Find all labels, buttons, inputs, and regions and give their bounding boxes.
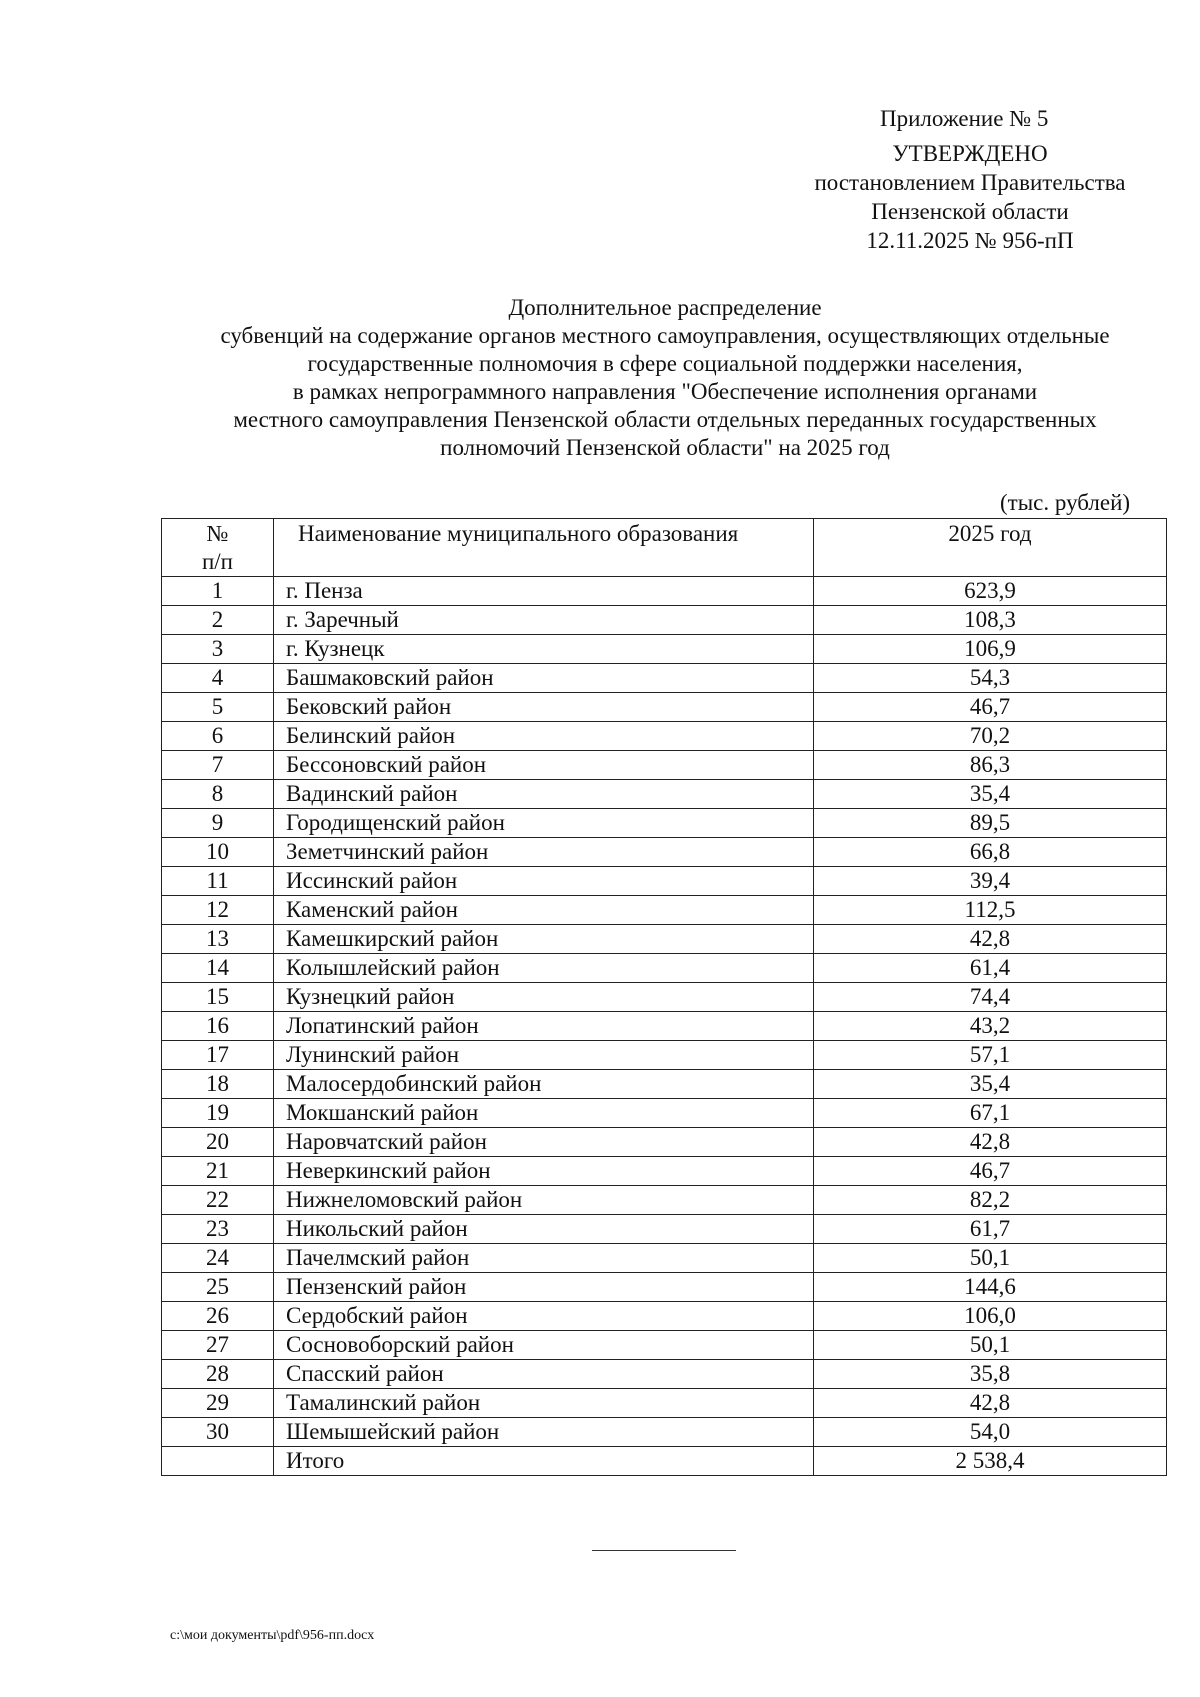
row-number: 2	[162, 606, 274, 635]
row-value: 67,1	[814, 1099, 1167, 1128]
title-line: субвенций на содержание органов местного самоуправления, осуществляющих отдельные	[220, 323, 1110, 348]
row-value: 70,2	[814, 722, 1167, 751]
table-row	[162, 1186, 1167, 1215]
row-value: 54,3	[814, 664, 1167, 693]
row-name: Мокшанский район	[274, 1099, 814, 1128]
title-line: местного самоуправления Пензенской области отдельных переданных государственных	[233, 407, 1097, 432]
separator-line	[592, 1550, 736, 1551]
row-number: 12	[162, 896, 274, 925]
header-number	[162, 519, 274, 577]
row-number: 11	[162, 867, 274, 896]
row-value: 61,4	[814, 954, 1167, 983]
row-name: г. Заречный	[274, 606, 814, 635]
header-number-line: п/п	[201, 549, 233, 574]
row-name: Белинский район	[274, 722, 814, 751]
row-number: 8	[162, 780, 274, 809]
row-number: 3	[162, 635, 274, 664]
row-value: 46,7	[814, 693, 1167, 722]
table-row	[162, 1244, 1167, 1273]
table-row	[162, 1418, 1167, 1447]
row-value: 106,9	[814, 635, 1167, 664]
table-row	[162, 722, 1167, 751]
appendix-number: Приложение № 5	[880, 106, 1049, 131]
row-name: Спасский район	[274, 1360, 814, 1389]
row-name: г. Пенза	[274, 577, 814, 606]
row-name: Наровчатский район	[274, 1128, 814, 1157]
row-value: 108,3	[814, 606, 1167, 635]
table-row	[162, 838, 1167, 867]
table-body	[162, 577, 1167, 1476]
total-number-cell	[162, 1447, 274, 1476]
row-name: Пачелмский район	[274, 1244, 814, 1273]
row-name: Нижнеломовский район	[274, 1186, 814, 1215]
row-value: 35,4	[814, 780, 1167, 809]
row-name: Кузнецкий район	[274, 983, 814, 1012]
row-name: Лопатинский район	[274, 1012, 814, 1041]
row-name: Пензенский район	[274, 1273, 814, 1302]
row-value: 54,0	[814, 1418, 1167, 1447]
table-row	[162, 635, 1167, 664]
row-number: 28	[162, 1360, 274, 1389]
row-value: 112,5	[814, 896, 1167, 925]
table-row	[162, 809, 1167, 838]
table-row	[162, 1012, 1167, 1041]
row-number: 29	[162, 1389, 274, 1418]
row-value: 42,8	[814, 1128, 1167, 1157]
row-number: 19	[162, 1099, 274, 1128]
row-value: 35,4	[814, 1070, 1167, 1099]
table-row	[162, 1215, 1167, 1244]
row-number: 1	[162, 577, 274, 606]
table-row	[162, 983, 1167, 1012]
row-value: 106,0	[814, 1302, 1167, 1331]
row-number: 26	[162, 1302, 274, 1331]
header-name: Наименование муниципального образования	[274, 519, 814, 577]
row-number: 22	[162, 1186, 274, 1215]
approved-stamp: УТВЕРЖДЕНО	[892, 141, 1048, 166]
row-number: 9	[162, 809, 274, 838]
row-value: 57,1	[814, 1041, 1167, 1070]
row-name: Лунинский район	[274, 1041, 814, 1070]
table-row	[162, 606, 1167, 635]
total-label: Итого	[274, 1447, 814, 1476]
row-value: 82,2	[814, 1186, 1167, 1215]
table-row	[162, 1360, 1167, 1389]
row-number: 13	[162, 925, 274, 954]
table-row	[162, 1070, 1167, 1099]
table-row	[162, 1099, 1167, 1128]
row-number: 15	[162, 983, 274, 1012]
distribution-table	[161, 518, 1167, 1476]
approval-line: 12.11.2025 № 956-пП	[866, 228, 1074, 253]
table-row	[162, 664, 1167, 693]
row-value: 61,7	[814, 1215, 1167, 1244]
table-header-row	[162, 519, 1167, 577]
row-number: 6	[162, 722, 274, 751]
table-row	[162, 867, 1167, 896]
row-value: 42,8	[814, 1389, 1167, 1418]
header-number-line: №	[206, 521, 229, 546]
row-number: 27	[162, 1331, 274, 1360]
table-row	[162, 1302, 1167, 1331]
title-line: государственные полномочия в сфере социальной поддержки населения,	[307, 351, 1023, 376]
row-value: 46,7	[814, 1157, 1167, 1186]
row-value: 35,8	[814, 1360, 1167, 1389]
row-value: 86,3	[814, 751, 1167, 780]
row-number: 10	[162, 838, 274, 867]
row-value: 66,8	[814, 838, 1167, 867]
row-number: 14	[162, 954, 274, 983]
table-row	[162, 1389, 1167, 1418]
table-row	[162, 1041, 1167, 1070]
title-line: Дополнительное распределение	[508, 295, 822, 320]
row-name: Колышлейский район	[274, 954, 814, 983]
total-row	[162, 1447, 1167, 1476]
row-name: Бессоновский район	[274, 751, 814, 780]
row-name: Сосновоборский район	[274, 1331, 814, 1360]
row-number: 24	[162, 1244, 274, 1273]
row-number: 7	[162, 751, 274, 780]
table-row	[162, 780, 1167, 809]
units-label: (тыс. рублей)	[1000, 490, 1131, 515]
row-value: 50,1	[814, 1331, 1167, 1360]
row-number: 18	[162, 1070, 274, 1099]
row-name: Башмаковский район	[274, 664, 814, 693]
row-number: 23	[162, 1215, 274, 1244]
header-year: 2025 год	[814, 519, 1167, 577]
row-number: 21	[162, 1157, 274, 1186]
row-value: 43,2	[814, 1012, 1167, 1041]
row-name: Земетчинский район	[274, 838, 814, 867]
table-row	[162, 1273, 1167, 1302]
row-name: Тамалинский район	[274, 1389, 814, 1418]
row-name: г. Кузнецк	[274, 635, 814, 664]
table-row	[162, 925, 1167, 954]
table-row	[162, 954, 1167, 983]
row-number: 5	[162, 693, 274, 722]
row-number: 4	[162, 664, 274, 693]
approval-block	[795, 104, 1145, 255]
row-value: 42,8	[814, 925, 1167, 954]
row-value: 74,4	[814, 983, 1167, 1012]
row-name: Вадинский район	[274, 780, 814, 809]
row-number: 25	[162, 1273, 274, 1302]
row-name: Никольский район	[274, 1215, 814, 1244]
row-name: Неверкинский район	[274, 1157, 814, 1186]
row-value: 39,4	[814, 867, 1167, 896]
title-line: в рамках непрограммного направления "Обеспечение исполнения органами	[292, 379, 1038, 404]
row-name: Каменский район	[274, 896, 814, 925]
file-path: c:\мои документы\pdf\956-пп.docx	[170, 1628, 375, 1643]
row-number: 17	[162, 1041, 274, 1070]
row-name: Бековский район	[274, 693, 814, 722]
row-number: 30	[162, 1418, 274, 1447]
approval-line: постановлением Правительства	[814, 170, 1126, 195]
row-name: Сердобский район	[274, 1302, 814, 1331]
row-number: 16	[162, 1012, 274, 1041]
row-name: Малосердобинский район	[274, 1070, 814, 1099]
title-line: полномочий Пензенской области" на 2025 год	[440, 435, 890, 460]
table-row	[162, 1331, 1167, 1360]
row-value: 623,9	[814, 577, 1167, 606]
row-name: Городищенский район	[274, 809, 814, 838]
row-value: 144,6	[814, 1273, 1167, 1302]
table-row	[162, 751, 1167, 780]
total-value: 2 538,4	[814, 1447, 1167, 1476]
row-value: 50,1	[814, 1244, 1167, 1273]
table-row	[162, 896, 1167, 925]
row-number: 20	[162, 1128, 274, 1157]
row-value: 89,5	[814, 809, 1167, 838]
table-row	[162, 1157, 1167, 1186]
row-name: Камешкирский район	[274, 925, 814, 954]
approval-line: Пензенской области	[871, 199, 1069, 224]
row-name: Шемышейский район	[274, 1418, 814, 1447]
table-row	[162, 1128, 1167, 1157]
document-title	[120, 294, 1200, 462]
table-row	[162, 577, 1167, 606]
table-row	[162, 693, 1167, 722]
row-name: Иссинский район	[274, 867, 814, 896]
